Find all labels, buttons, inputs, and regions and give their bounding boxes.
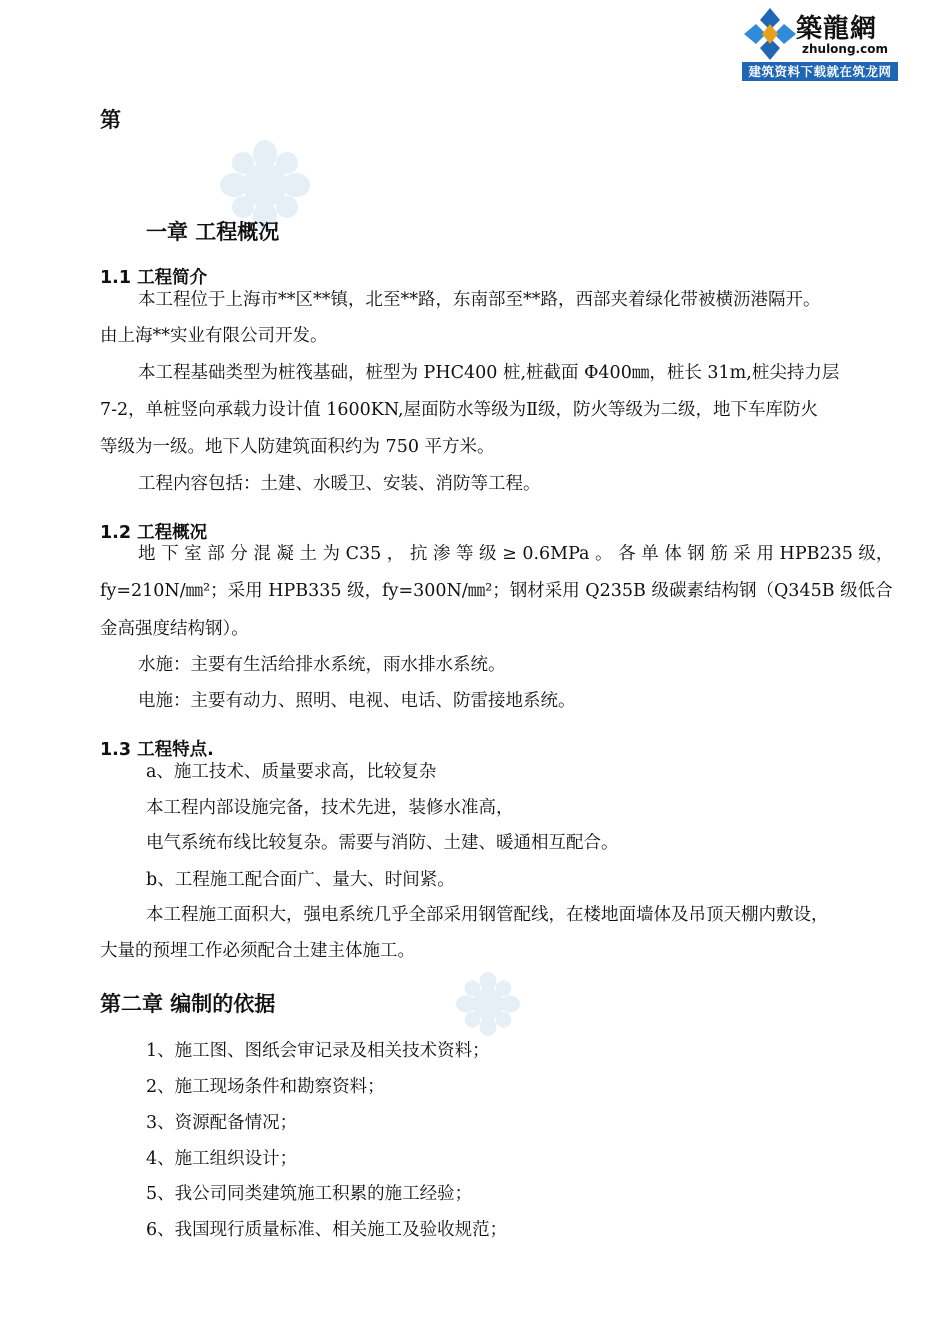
zhulong-logo-icon xyxy=(742,6,798,62)
logo-slogan: 建筑资料下载就在筑龙网 xyxy=(748,64,892,79)
paragraph-line: 大量的预埋工作必须配合土建主体施工。 xyxy=(100,941,415,961)
paragraph-line: 地 下 室 部 分 混 凝 土 为 C35 ， 抗 渗 等 级 ≥ 0.6MPa 。 各 单 体 钢 筋 采 用 HPB235 级， xyxy=(138,544,894,564)
chapter1-title-part2: 一章 工程概况 xyxy=(146,220,280,244)
paragraph-line: 本工程施工面积大，强电系统几乎全部采用钢管配线，在楼地面墙体及吊顶天棚内敷设， xyxy=(146,905,829,925)
logo-domain: zhulong.com xyxy=(802,42,888,56)
list-item: 2、施工现场条件和勘察资料； xyxy=(146,1077,385,1097)
list-item: 4、施工组织设计； xyxy=(146,1149,298,1169)
list-item: 1、施工图、图纸会审记录及相关技术资料； xyxy=(146,1041,490,1061)
list-item: a、施工技术、质量要求高，比较复杂 xyxy=(146,762,437,782)
paragraph-line: 电气系统布线比较复杂。需要与消防、土建、暖通相互配合。 xyxy=(146,833,619,853)
paragraph-line: 电施：主要有动力、照明、电视、电话、防雷接地系统。 xyxy=(138,691,576,711)
paragraph-line: 本工程基础类型为桩筏基础，桩型为 PHC400 桩,桩截面 Φ400㎜，桩长 31m,桩尖持力层 xyxy=(138,363,840,383)
paragraph-line: 工程内容包括：土建、水暖卫、安装、消防等工程。 xyxy=(138,474,541,494)
watermark-flower-icon xyxy=(456,972,520,1036)
chapter1-title-part1: 第 xyxy=(100,108,121,132)
section-1-3-heading: 1.3 工程特点. xyxy=(100,740,214,760)
list-item: 3、资源配备情况； xyxy=(146,1113,298,1133)
paragraph-line: 等级为一级。地下人防建筑面积约为 750 平方米。 xyxy=(100,437,495,457)
section-1-2-heading: 1.2 工程概况 xyxy=(100,523,208,543)
logo-slogan-bar xyxy=(742,62,898,81)
paragraph-line: 本工程位于上海市**区**镇，北至**路，东南部至**路，西部夹着绿化带被横沥港隔开。 xyxy=(138,290,821,310)
list-item: b、工程施工配合面广、量大、时间紧。 xyxy=(146,870,455,890)
paragraph-line: 金高强度结构钢）。 xyxy=(100,619,249,639)
list-item: 6、我国现行质量标准、相关施工及验收规范； xyxy=(146,1220,508,1240)
chapter2-title: 第二章 编制的依据 xyxy=(100,992,276,1016)
logo-name: 築龍網 xyxy=(796,14,878,44)
paragraph-line: 由上海**实业有限公司开发。 xyxy=(100,326,328,346)
paragraph-line: 水施：主要有生活给排水系统，雨水排水系统。 xyxy=(138,655,506,675)
paragraph-line: 本工程内部设施完备，技术先进，装修水准高， xyxy=(146,798,514,818)
zhulong-logo xyxy=(740,4,900,82)
list-item: 5、我公司同类建筑施工积累的施工经验； xyxy=(146,1184,473,1204)
section-1-1-heading: 1.1 工程简介 xyxy=(100,268,208,288)
paragraph-line: 7-2，单桩竖向承载力设计值 1600KN,屋面防水等级为Ⅱ级，防火等级为二级，地下车库防火 xyxy=(100,400,819,420)
paragraph-line: fy=210N/㎜²；采用 HPB335 级，fy=300N/㎜²；钢材采用 Q235B 级碳素结构钢（Q345B 级低合 xyxy=(100,581,893,601)
